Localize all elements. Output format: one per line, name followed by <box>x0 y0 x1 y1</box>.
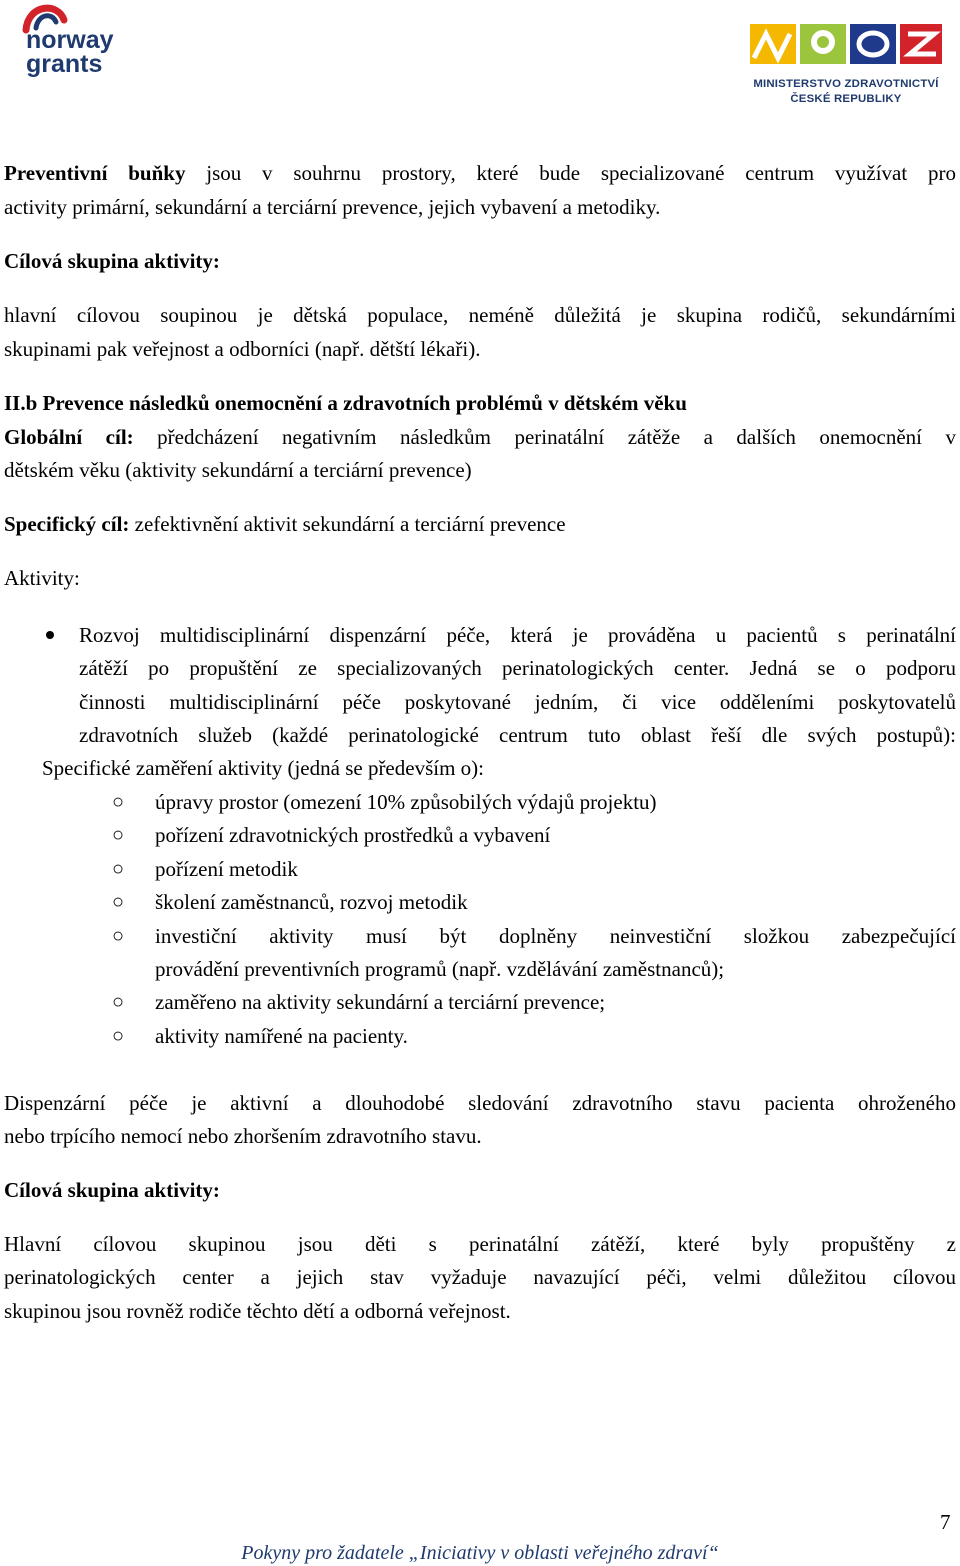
paragraph-line: Hlavní cílovou skupinou jsou děti s perinatální zátěží, které byly propuštěny z <box>4 1232 956 1256</box>
norway-grants-logo <box>22 0 132 78</box>
paragraph-line: dětském věku (aktivity sekundární a terciární prevence) <box>4 458 472 482</box>
circle-bullet-icon: ○ <box>112 991 125 1013</box>
paragraph-line: perinatologických center a jejich stav vyžaduje navazující péči, velmi důležitou cílovou <box>4 1265 956 1289</box>
section-title: II.b Prevence následků onemocnění a zdravotních problémů v dětském věku <box>4 391 687 415</box>
ministry-name-line-2: ČESKÉ REPUBLIKY <box>790 93 902 105</box>
logo-word-norway: norway <box>26 26 114 54</box>
focus-item: zaměřeno na aktivity sekundární a terciární prevence; <box>155 990 606 1014</box>
circle-bullet-icon: ○ <box>112 791 125 813</box>
page-number: 7 <box>940 1510 951 1534</box>
bullet-line: Rozvoj multidisciplinární dispenzární péče, která je prováděna u pacientů s perinatální <box>79 623 956 647</box>
global-goal-line <box>4 423 956 451</box>
section-heading: Cílová skupina aktivity: <box>4 1178 220 1202</box>
page-footer: Pokyny pro žadatele „Iniciativy v oblasti veřejného zdraví“ <box>241 1542 719 1564</box>
specific-goal-line <box>4 510 956 538</box>
specific-goal-label: Specifický cíl: <box>4 512 130 536</box>
circle-bullet-icon: ○ <box>112 858 125 880</box>
paragraph-text: jsou v souhrnu prostory, které bude specializované centrum využívat pro <box>185 161 956 185</box>
circle-bullet-icon: ○ <box>112 925 125 947</box>
section-heading: Cílová skupina aktivity: <box>4 249 220 273</box>
paragraph-line: Dispenzární péče je aktivní a dlouhodobé sledování zdravotního stavu pacienta ohroženého <box>4 1091 956 1115</box>
circle-bullet-icon: ○ <box>112 824 125 846</box>
paragraph-line <box>4 159 956 187</box>
paragraph-line: skupinou jsou rovněž rodiče těchto dětí a odborná veřejnost. <box>4 1299 511 1323</box>
ministry-of-health-logo <box>748 20 944 110</box>
bullet-dot-icon <box>44 629 56 641</box>
global-goal-label: Globální cíl: <box>4 425 134 449</box>
defined-term: Preventivní buňky <box>4 161 186 185</box>
paragraph-line: activity primární, sekundární a terciární prevence, jejich vybavení a metodiky. <box>4 195 661 219</box>
bullet-line: zátěží po propuštění ze specializovaných perinatologických center. Jedná se o podporu <box>79 656 956 680</box>
focus-item: úpravy prostor (omezení 10% způsobilých výdajů projektu) <box>155 790 657 814</box>
norway-grants-logo-graphic <box>22 0 132 78</box>
focus-item: aktivity namířené na pacienty. <box>155 1024 408 1048</box>
global-goal-text: předcházení negativním následkům perinatální zátěže a dalších onemocnění v <box>133 425 956 449</box>
focus-item: pořízení zdravotnických prostředků a vybavení <box>155 823 551 847</box>
focus-item-continuation: provádění preventivních programů (např. vzdělávání zaměstnanců); <box>155 957 725 981</box>
bullet-line: činnosti multidisciplinární péče poskytované jedním, či vice odděleními poskytovatelů <box>79 690 956 714</box>
ministry-logo-graphic <box>748 20 944 76</box>
focus-item: školení zaměstnanců, rozvoj metodik <box>155 890 468 914</box>
bullet-line: zdravotních služeb (každé perinatologické centrum tuto oblast řeší dle svých postupů): <box>79 723 956 747</box>
circle-bullet-icon: ○ <box>112 1025 125 1047</box>
paragraph-line: hlavní cílovou soupinou je dětská populace, neméně důležitá je skupina rodičů, sekundárními <box>4 303 956 327</box>
logo-word-grants: grants <box>26 50 103 78</box>
focus-heading: Specifické zaměření aktivity (jedná se především o): <box>42 756 484 780</box>
focus-item: pořízení metodik <box>155 857 298 881</box>
paragraph-line: nebo trpícího nemocí nebo zhoršením zdravotního stavu. <box>4 1124 482 1148</box>
ministry-name-line-1: MINISTERSTVO ZDRAVOTNICTVÍ <box>753 78 939 90</box>
circle-bullet-icon: ○ <box>112 891 125 913</box>
activities-label: Aktivity: <box>4 566 80 590</box>
focus-item: investiční aktivity musí být doplněny neinvestiční složkou zabezpečující <box>155 924 956 948</box>
specific-goal-text: zefektivnění aktivit sekundární a terciární prevence <box>129 512 566 536</box>
paragraph-line: skupinami pak veřejnost a odborníci (např. dětští lékaři). <box>4 337 481 361</box>
